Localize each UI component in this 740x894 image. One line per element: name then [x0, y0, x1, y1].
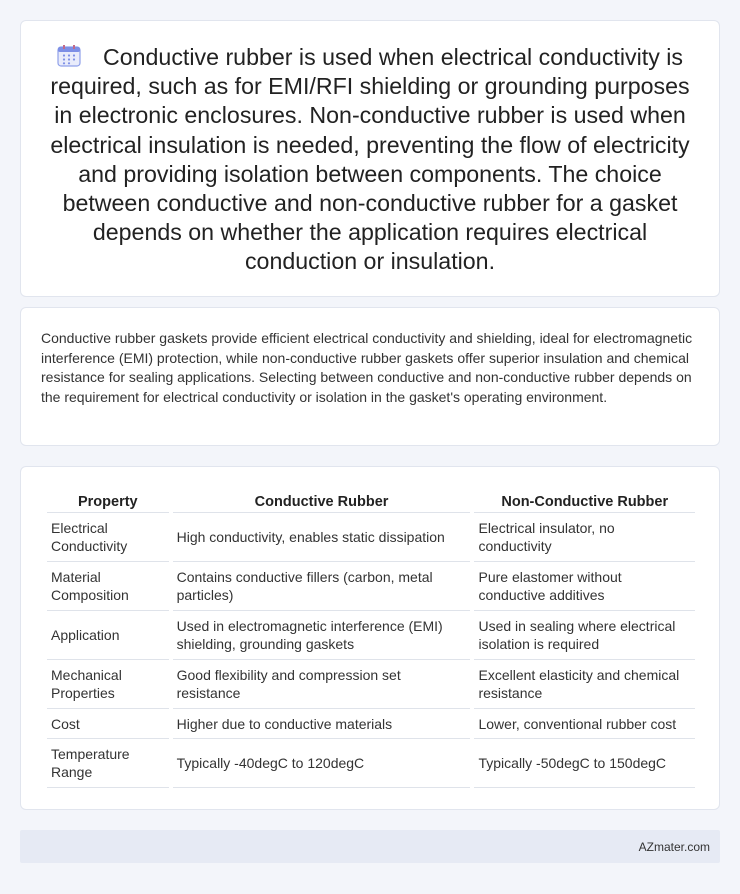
comparison-table [43, 489, 699, 788]
cell-non-conductive: Pure elastomer without conductive additives [474, 562, 695, 611]
footer-bar [20, 830, 720, 863]
cell-property: Temperature Range [47, 739, 169, 788]
table-header-row [47, 489, 695, 513]
cell-conductive: Typically -40degC to 120degC [173, 739, 471, 788]
cell-property: Cost [47, 709, 169, 739]
summary-card [20, 307, 720, 446]
comparison-card [20, 466, 720, 810]
cell-non-conductive: Lower, conventional rubber cost [474, 709, 695, 739]
cell-non-conductive: Electrical insulator, no conductivity [474, 513, 695, 562]
heading-card [20, 20, 720, 297]
header-property: Property [47, 489, 169, 513]
cell-non-conductive: Typically -50degC to 150degC [474, 739, 695, 788]
cell-property: Application [47, 611, 169, 660]
cell-conductive: Used in electromagnetic interference (EMI) shielding, grounding gaskets [173, 611, 471, 660]
cell-non-conductive: Used in sealing where electrical isolation is required [474, 611, 695, 660]
cell-conductive: Contains conductive fillers (carbon, metal particles) [173, 562, 471, 611]
cell-property: Electrical Conductivity [47, 513, 169, 562]
calendar-icon [57, 45, 81, 67]
table-row [47, 709, 695, 739]
cell-conductive: Good flexibility and compression set resistance [173, 660, 471, 709]
table-row [47, 562, 695, 611]
page-title [21, 21, 719, 277]
cell-non-conductive: Excellent elasticity and chemical resistance [474, 660, 695, 709]
cell-conductive: Higher due to conductive materials [173, 709, 471, 739]
heading-text: Conductive rubber is used when electrical conductivity is required, such as for EMI/RFI shielding or grounding purposes in electronic enclosures. Non-conductive rubber is used when electrical insulation is needed, preventing the flow of electricity and providing isolation between components. The choice between conductive and non-conductive rubber for a gasket depends on whether the application requires electrical conduction or insulation. [50, 44, 690, 275]
footer-brand[interactable]: AZmater.com [638, 840, 710, 854]
cell-property: Material Composition [47, 562, 169, 611]
header-conductive: Conductive Rubber [173, 489, 471, 513]
table-row [47, 660, 695, 709]
table-row [47, 513, 695, 562]
cell-property: Mechanical Properties [47, 660, 169, 709]
table-row [47, 611, 695, 660]
table-row [47, 739, 695, 788]
cell-conductive: High conductivity, enables static dissipation [173, 513, 471, 562]
summary-text: Conductive rubber gaskets provide efficient electrical conductivity and shielding, ideal for electromagnetic interference (EMI) protection, while non-conductive rubber gaskets offer superior insulation and chemical resistance for sealing applications. Selecting between conductive and non-conductive rubber depends on the requirement for electrical conductivity or isolation in the gasket's operating environment. [41, 330, 693, 405]
header-non-conductive: Non-Conductive Rubber [474, 489, 695, 513]
